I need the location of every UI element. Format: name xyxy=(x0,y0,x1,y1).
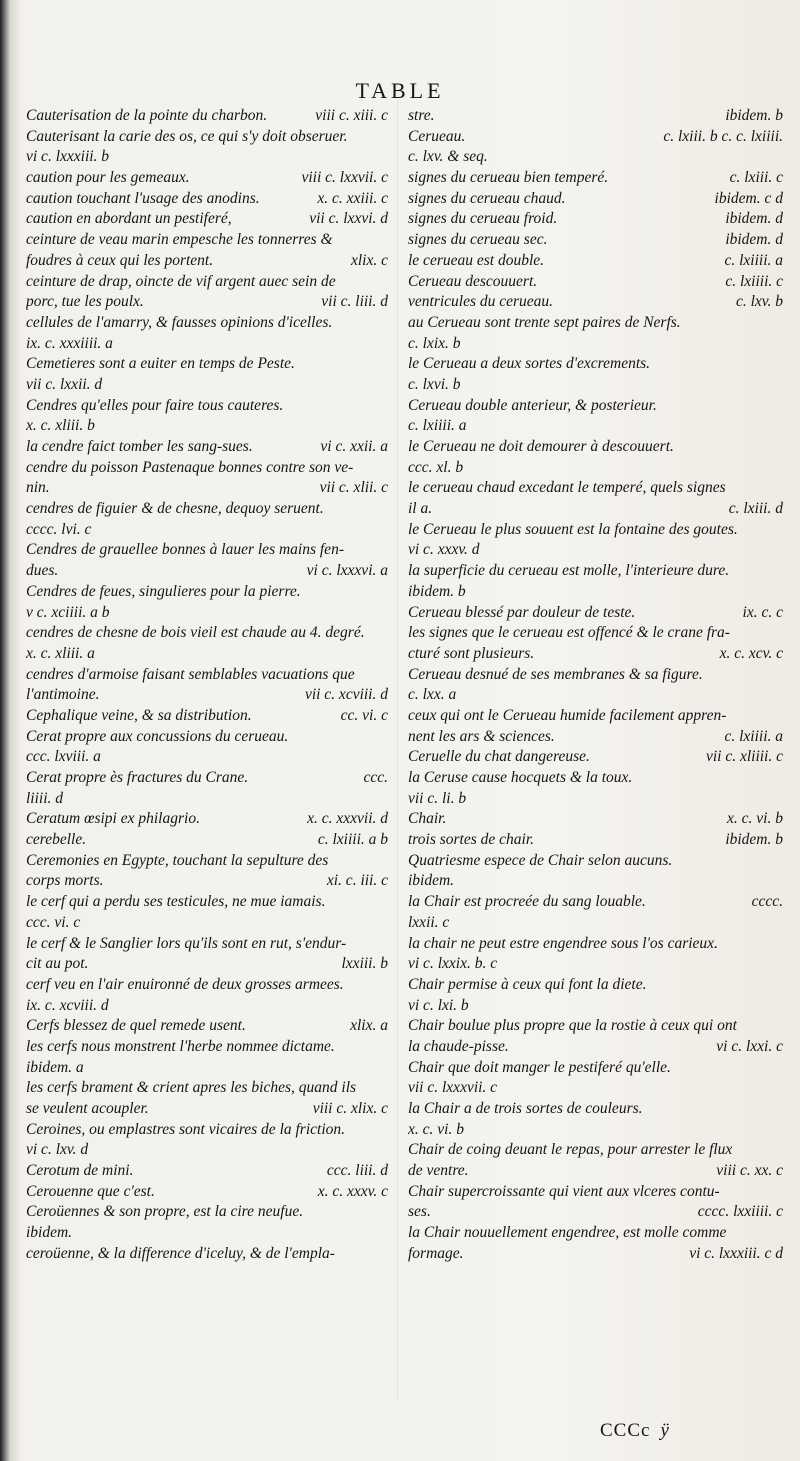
index-entry xyxy=(408,251,783,272)
index-entry xyxy=(26,272,388,293)
index-entry xyxy=(408,292,783,313)
index-entry xyxy=(408,871,783,892)
index-entry-text: cendres de figuier & de chesne, dequoy seruent. xyxy=(26,500,324,518)
index-entry xyxy=(408,168,783,189)
index-entry xyxy=(26,996,388,1017)
index-entry-text: Cendres de feues, singulieres pour la pierre. xyxy=(26,582,301,600)
index-entry xyxy=(408,603,783,624)
index-entry xyxy=(26,582,388,603)
index-entry-text: Cauterisant la carie des os, ce qui s'y doit obseruer. xyxy=(26,127,348,145)
index-entry xyxy=(408,727,783,748)
index-entry-text: les cerfs nous monstrent l'herbe nommee dictame. xyxy=(26,1037,335,1055)
index-entry-reference: vi c. lxxi. c xyxy=(716,1037,783,1055)
index-entry xyxy=(26,954,388,975)
index-entry-reference: c. lxiiii. a b xyxy=(317,831,388,849)
index-entry-text: Ceruelle du chat dangereuse. xyxy=(408,748,590,766)
index-entry-text: vi c. lxv. d xyxy=(26,1141,89,1159)
index-entry xyxy=(408,830,783,851)
index-entry-text: Cemetieres sont a euiter en temps de Peste. xyxy=(26,355,295,373)
index-entry-text: la cendre faict tomber les sang-sues. xyxy=(26,438,253,455)
index-entry-text: ccc. lxviii. a xyxy=(26,748,101,766)
index-entry-text: ceux qui ont le Cerueau humide facilement appren- xyxy=(408,706,727,724)
index-entry xyxy=(26,478,388,499)
index-entry-text: Quatriesme espece de Chair selon aucuns. xyxy=(408,851,673,869)
index-entry xyxy=(408,996,783,1017)
index-entry-text: le cerueau est double. xyxy=(408,251,545,269)
index-entry xyxy=(26,354,388,375)
index-entry-text: ceinture de veau marin empesche les tonnerres & xyxy=(26,231,333,249)
index-entry-text: vi c. xxxv. d xyxy=(408,541,480,559)
page-title: TABLE xyxy=(355,78,445,103)
index-entry-text: Ceratum œsipi ex philagrio. xyxy=(26,810,200,828)
index-entry xyxy=(408,1078,783,1099)
index-entry-text: cit au pot. xyxy=(26,955,89,973)
index-entry xyxy=(26,251,388,272)
index-entry xyxy=(408,354,783,375)
index-entry xyxy=(26,789,388,810)
index-entry-text: ibidem. xyxy=(408,872,455,890)
index-entry-text: il a. xyxy=(408,500,433,518)
index-entry-text: cendre du poisson Pastenaque bonnes contre son ve- xyxy=(26,458,354,476)
index-entry-reference: c. lxv. b xyxy=(735,293,783,311)
index-entry-text: liiii. d xyxy=(26,789,64,807)
index-entry xyxy=(26,747,388,768)
index-entry-text: vi c. lxxxiii. b xyxy=(26,148,110,166)
index-entry-text: le cerf qui a perdu ses testicules, ne mue iamais. xyxy=(26,893,326,911)
index-entry-reference: ccc. liii. d xyxy=(326,1162,388,1180)
index-entry-text: c. lxix. b xyxy=(408,334,461,352)
index-entry-text: cendres de chesne de bois vieil est chaude au 4. degré. xyxy=(26,624,365,642)
index-entry-text: dues. xyxy=(26,562,59,580)
index-entry xyxy=(26,623,388,644)
index-entry xyxy=(408,478,783,499)
index-entry xyxy=(408,499,783,520)
index-entry xyxy=(26,1099,388,1120)
index-entry-text: v c. xciiii. a b xyxy=(26,603,110,621)
index-entry-text: ccc. xl. b xyxy=(408,458,464,476)
index-entry-text: signes du cerueau chaud. xyxy=(408,189,566,207)
index-entry xyxy=(26,561,388,582)
index-entry xyxy=(408,644,783,665)
index-entry-text: au Cerueau sont trente sept paires de Nerfs. xyxy=(408,313,681,331)
index-entry-reference: x. c. xxxvii. d xyxy=(307,810,388,828)
index-entry-text: Ceroines, ou emplastres sont vicaires de la friction. xyxy=(26,1120,346,1138)
index-entry-reference: ix. c. c xyxy=(742,603,783,621)
index-entry-text: trois sortes de chair. xyxy=(408,831,535,849)
index-entry xyxy=(26,396,388,417)
index-entry-text: Chair supercroissante qui vient aux vlceres contu- xyxy=(408,1182,720,1200)
index-entry xyxy=(408,582,783,603)
index-entry-text: Cerat propre aux concussions du cerueau. xyxy=(26,727,289,745)
index-entry-text: ix. c. xcviii. d xyxy=(26,996,109,1014)
index-entry-text: signes du cerueau sec. xyxy=(408,231,548,249)
index-entry-text: ceroüenne, & la difference d'iceluy, & de l'empla- xyxy=(26,1244,335,1262)
index-entry xyxy=(408,437,783,458)
index-entry-text: se veulent acoupler. xyxy=(26,1100,149,1117)
index-entry-text: ventricules du cerueau. xyxy=(408,293,554,311)
right-index-column xyxy=(408,106,783,1265)
index-entry-reference: viii c. lxxvii. c xyxy=(301,169,388,187)
index-entry xyxy=(408,375,783,396)
index-entry-text: le Cerueau le plus souuent est la fontaine des goutes. xyxy=(408,520,738,538)
index-entry-text: ses. xyxy=(408,1203,431,1221)
index-entry-reference: cccc. xyxy=(751,893,783,911)
index-entry-text: nent les ars & sciences. xyxy=(408,727,555,745)
index-entry xyxy=(26,685,388,706)
index-entry-text: stre. xyxy=(408,107,435,124)
index-entry-text: vi c. lxi. b xyxy=(408,996,469,1014)
index-entry-reference: lxxiii. b xyxy=(341,955,388,973)
index-entry-text: x. c. xliii. a xyxy=(26,644,95,662)
signature-mark: ÿ xyxy=(660,1420,670,1441)
index-entry-text: Cerat propre ès fractures du Crane. xyxy=(26,769,249,786)
index-entry-text: formage. xyxy=(408,1244,464,1262)
index-entry xyxy=(26,934,388,955)
index-entry xyxy=(408,1120,783,1141)
index-entry-reference: c. lxiii. c xyxy=(729,169,783,187)
index-entry xyxy=(408,313,783,334)
index-entry-reference: vii c. xliiii. c xyxy=(705,748,783,766)
index-entry-text: Cerueau blessé par douleur de teste. xyxy=(408,603,636,621)
index-entry xyxy=(408,665,783,686)
index-entry xyxy=(26,313,388,334)
index-entry-reference: ccc. xyxy=(363,769,388,786)
index-entry-text: la Ceruse cause hocquets & la toux. xyxy=(408,769,633,786)
index-entry-reference: c. lxiii. b c. c. lxiiii. xyxy=(663,127,783,145)
folio-number: CCCc xyxy=(600,1420,651,1441)
index-entry-text: ibidem. a xyxy=(26,1058,84,1076)
index-entry-reference: cc. vi. c xyxy=(340,706,388,724)
index-entry-text: la Chair a de trois sortes de couleurs. xyxy=(408,1100,643,1117)
index-entry xyxy=(408,209,783,230)
index-entry xyxy=(408,106,783,127)
index-entry-text: cendres d'armoise faisant semblables vacuations que xyxy=(26,665,355,683)
index-entry xyxy=(408,561,783,582)
index-entry-text: Chair. xyxy=(408,810,447,828)
index-entry-text: vii c. lxxii. d xyxy=(26,375,103,393)
index-entry xyxy=(26,1058,388,1079)
index-entry-text: Ceroüennes & son propre, est la cire neufue. xyxy=(26,1203,304,1221)
index-entry xyxy=(26,1140,388,1161)
index-entry-reference: vi c. lxxxiii. c d xyxy=(689,1244,783,1262)
index-entry-reference: xi. c. iii. c xyxy=(326,872,388,890)
index-entry xyxy=(408,189,783,210)
index-entry xyxy=(408,1244,783,1265)
index-entry-text: cccc. lvi. c xyxy=(26,520,92,538)
column-gutter xyxy=(397,100,398,1400)
index-entry xyxy=(408,851,783,872)
index-entry xyxy=(26,851,388,872)
index-entry-text: cerebelle. xyxy=(26,831,87,849)
index-entry xyxy=(26,416,388,437)
index-entry xyxy=(26,147,388,168)
index-entry xyxy=(408,1099,783,1120)
index-entry xyxy=(26,540,388,561)
index-entry-reference: ibidem. d xyxy=(725,210,783,228)
index-entry-text: c. lxv. & seq. xyxy=(408,148,488,166)
index-entry xyxy=(408,954,783,975)
index-entry-reference: vii c. liii. d xyxy=(321,293,388,311)
index-entry xyxy=(408,1223,783,1244)
index-entry-text: la chaude-pisse. xyxy=(408,1037,509,1055)
index-entry xyxy=(26,768,388,789)
index-entry xyxy=(26,1182,388,1203)
index-entry-reference: vii c. lxxvi. d xyxy=(309,210,388,228)
index-entry-reference: x. c. vi. b xyxy=(727,810,783,828)
index-entry-text: c. lxvi. b xyxy=(408,375,461,393)
index-entry xyxy=(26,603,388,624)
index-entry-text: Cerotum de mini. xyxy=(26,1162,134,1180)
index-entry-text: la Chair nouuellement engendree, est molle comme xyxy=(408,1224,727,1242)
index-entry-text: Cerouenne que c'est. xyxy=(26,1182,155,1200)
index-entry xyxy=(408,1037,783,1058)
index-entry-text: corps morts. xyxy=(26,872,104,890)
index-entry xyxy=(408,685,783,706)
index-entry-text: cturé sont plusieurs. xyxy=(408,644,535,662)
index-entry xyxy=(26,127,388,148)
index-entry xyxy=(408,809,783,830)
index-entry-text: Cendres de grauellee bonnes à lauer les mains fen- xyxy=(26,541,344,559)
index-entry-text: la chair ne peut estre engendree sous l'os carieux. xyxy=(408,934,718,952)
index-entry xyxy=(408,1202,783,1223)
index-entry xyxy=(26,644,388,665)
index-entry xyxy=(26,809,388,830)
index-entry-reference: vii c. xcviii. d xyxy=(304,686,388,704)
index-entry-text: vii c. lxxxvii. c xyxy=(408,1079,498,1097)
index-entry xyxy=(26,520,388,541)
index-entry xyxy=(408,272,783,293)
index-entry-reference: viii c. xlix. c xyxy=(312,1100,388,1117)
index-entry-text: vii c. li. b xyxy=(408,789,467,807)
index-entry xyxy=(408,747,783,768)
index-entry xyxy=(26,375,388,396)
index-entry xyxy=(26,665,388,686)
index-entry-text: c. lxiiii. a xyxy=(408,417,467,435)
index-entry-text: signes du cerueau bien temperé. xyxy=(408,169,609,187)
index-entry-text: vi c. lxxix. b. c xyxy=(408,955,498,973)
index-entry-reference: vii c. xlii. c xyxy=(319,479,388,497)
index-entry xyxy=(408,913,783,934)
index-entry-reference: c. lxiii. d xyxy=(728,500,783,518)
index-entry-text: la Chair est procreée du sang louable. xyxy=(408,893,646,911)
index-entry-text: ibidem. xyxy=(26,1224,73,1242)
index-entry-text: ceinture de drap, oincte de vif argent auec sein de xyxy=(26,272,336,290)
index-entry xyxy=(26,706,388,727)
index-entry-text: Cerueau descouuert. xyxy=(408,272,538,290)
index-entry-text: ibidem. b xyxy=(408,582,466,600)
index-entry-text: Cauterisation de la pointe du charbon. xyxy=(26,107,268,124)
index-entry xyxy=(408,934,783,955)
index-entry-reference: c. lxiiii. c xyxy=(725,272,783,290)
index-entry-text: Cephalique veine, & sa distribution. xyxy=(26,706,252,724)
index-entry xyxy=(408,975,783,996)
index-entry-text: la superficie du cerueau est molle, l'interieure dure. xyxy=(408,562,730,580)
index-entry-reference: c. lxiiii. a xyxy=(724,727,783,745)
index-entry xyxy=(26,230,388,251)
index-entry-reference: viii c. xx. c xyxy=(716,1162,783,1180)
index-entry-text: le cerueau chaud excedant le temperé, quels signes xyxy=(408,479,726,497)
index-entry-reference: cccc. lxxiiii. c xyxy=(697,1203,783,1221)
index-entry-text: les cerfs brament & crient apres les biches, quand ils xyxy=(26,1079,357,1097)
index-entry-text: Cerueau desnué de ses membranes & sa figure. xyxy=(408,665,703,683)
index-entry-text: Cerfs blessez de quel remede usent. xyxy=(26,1017,246,1035)
index-entry xyxy=(26,892,388,913)
index-entry xyxy=(26,1078,388,1099)
index-entry xyxy=(26,209,388,230)
index-entry-text: de ventre. xyxy=(408,1162,469,1180)
index-entry xyxy=(26,830,388,851)
index-entry xyxy=(408,230,783,251)
index-entry-text: ccc. vi. c xyxy=(26,913,81,931)
index-entry-text: porc, tue les poulx. xyxy=(26,293,144,311)
index-entry-text: signes du cerueau froid. xyxy=(408,210,558,228)
index-entry xyxy=(408,147,783,168)
index-entry-text: c. lxx. a xyxy=(408,686,457,704)
index-entry-reference: vi c. xxii. a xyxy=(320,438,388,455)
index-entry xyxy=(26,1202,388,1223)
index-entry xyxy=(26,1223,388,1244)
index-entry xyxy=(408,1182,783,1203)
index-entry-reference: c. lxiiii. a xyxy=(724,251,783,269)
index-entry-text: Chair de coing deuant le repas, pour arrester le flux xyxy=(408,1141,733,1159)
index-entry-text: Chair que doit manger le pestiferé qu'elle. xyxy=(408,1058,671,1076)
index-entry xyxy=(26,913,388,934)
index-entry-text: cellules de l'amarry, & fausses opinions d'icelles. xyxy=(26,313,333,331)
index-entry xyxy=(408,789,783,810)
index-entry xyxy=(408,1161,783,1182)
index-entry xyxy=(408,458,783,479)
index-entry xyxy=(26,437,388,458)
index-entry-reference: xlix. c xyxy=(350,251,388,269)
index-entry-text: ix. c. xxxiiii. a xyxy=(26,334,113,352)
index-entry xyxy=(26,1244,388,1265)
page-folio xyxy=(600,1420,670,1442)
index-entry xyxy=(26,1161,388,1182)
left-index-column xyxy=(26,106,388,1265)
index-entry-text: x. c. vi. b xyxy=(408,1120,464,1138)
index-entry-text: Cendres qu'elles pour faire tous cauteres. xyxy=(26,396,284,414)
index-entry-reference: x. c. xcv. c xyxy=(719,644,783,662)
index-entry-reference: ibidem. b xyxy=(725,831,783,849)
index-entry xyxy=(26,189,388,210)
index-entry-reference: viii c. xiii. c xyxy=(315,107,388,124)
index-entry xyxy=(408,1140,783,1161)
index-entry-text: l'antimoine. xyxy=(26,686,100,704)
index-entry-text: le Cerueau a deux sortes d'excrements. xyxy=(408,355,651,373)
index-entry xyxy=(408,416,783,437)
index-entry xyxy=(408,1058,783,1079)
index-entry xyxy=(26,727,388,748)
index-entry xyxy=(408,334,783,355)
index-entry xyxy=(26,1016,388,1037)
index-entry-text: nin. xyxy=(26,479,50,497)
index-entry-reference: ibidem. d xyxy=(725,231,783,249)
index-entry-reference: xlix. a xyxy=(350,1017,388,1035)
index-entry xyxy=(408,892,783,913)
index-entry xyxy=(408,540,783,561)
index-entry-text: x. c. xliii. b xyxy=(26,417,95,435)
index-entry xyxy=(26,499,388,520)
index-entry-text: Cerueau double anterieur, & posterieur. xyxy=(408,396,657,414)
index-entry-reference: ibidem. b xyxy=(725,107,783,124)
index-entry xyxy=(26,334,388,355)
index-entry xyxy=(26,871,388,892)
index-entry-text: Chair boulue plus propre que la rostie à ceux qui ont xyxy=(408,1017,737,1035)
index-entry-text: le cerf & le Sanglier lors qu'ils sont en rut, s'endur- xyxy=(26,934,347,952)
index-entry-text: caution pour les gemeaux. xyxy=(26,169,190,187)
index-entry xyxy=(26,168,388,189)
index-entry xyxy=(408,396,783,417)
index-entry xyxy=(26,292,388,313)
index-entry xyxy=(408,1016,783,1037)
index-entry xyxy=(26,1037,388,1058)
index-entry xyxy=(26,1120,388,1141)
index-entry-reference: x. c. xxxv. c xyxy=(317,1182,388,1200)
index-entry-reference: vi c. lxxxvi. a xyxy=(306,562,388,580)
index-entry xyxy=(26,106,388,127)
index-entry-text: Ceremonies en Egypte, touchant la sepulture des xyxy=(26,851,329,869)
index-entry-text: les signes que le cerueau est offencé & le crane fra- xyxy=(408,624,730,642)
index-entry xyxy=(408,520,783,541)
index-entry-text: le Cerueau ne doit demourer à descouuert. xyxy=(408,438,674,455)
index-entry xyxy=(26,458,388,479)
index-entry-text: caution en abordant un pestiferé, xyxy=(26,210,232,228)
index-entry xyxy=(26,975,388,996)
index-entry-text: Cerueau. xyxy=(408,127,466,145)
index-entry-reference: ibidem. c d xyxy=(714,189,783,207)
index-entry-text: Chair permise à ceux qui font la diete. xyxy=(408,975,647,993)
index-entry-text: cerf veu en l'air enuironné de deux grosses armees. xyxy=(26,975,344,993)
index-entry xyxy=(408,127,783,148)
index-entry xyxy=(408,623,783,644)
index-entry-reference: x. c. xxiii. c xyxy=(317,189,388,207)
index-entry xyxy=(408,706,783,727)
index-entry-text: foudres à ceux qui les portent. xyxy=(26,251,214,269)
index-entry-text: caution touchant l'usage des anodins. xyxy=(26,189,260,207)
index-entry-text: lxxii. c xyxy=(408,913,450,931)
index-entry xyxy=(408,768,783,789)
